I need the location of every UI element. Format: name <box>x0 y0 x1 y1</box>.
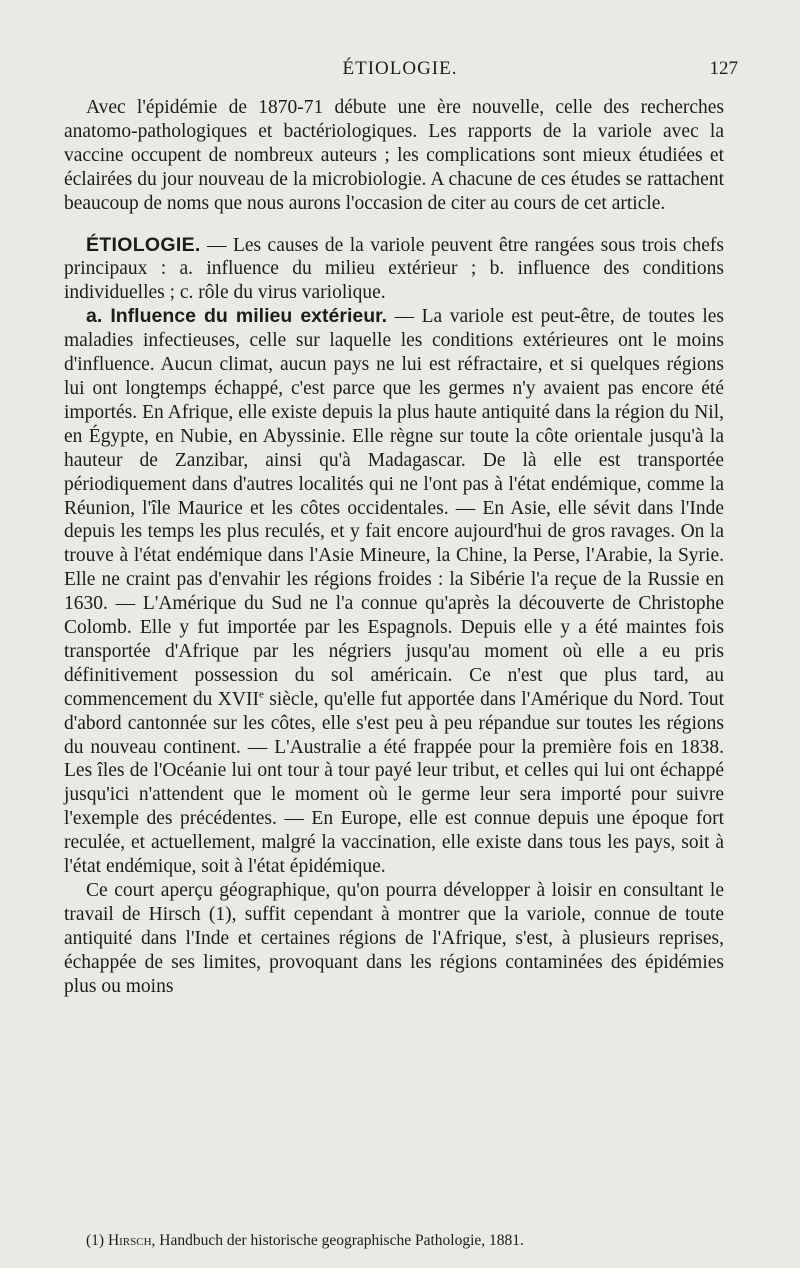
section-heading: ÉTIOLOGIE. <box>86 233 201 256</box>
body-text <box>64 96 724 999</box>
footnote-text: , Handbuch der historische geographische Pathologie, 1881. <box>151 1232 524 1249</box>
footnote-marker: (1) <box>86 1232 105 1249</box>
century-numeral: XVII <box>217 688 259 710</box>
footnote <box>64 1231 724 1251</box>
paragraph-text: — La variole est peut-être, de toutes les maladies infectieuses, celle sur laquelle les conditions extérieures ont le moins d'influence. Aucun climat, aucun pays ne lui est réfractaire, et si quelques régions lui ont longtemps échappé, c'est parce que les germes n'y avaient pas encore été importés. En Afrique, elle existe depuis la plus haute antiquité dans la région du Nil, en Égypte, en Nubie, en Abyssinie. Elle règne sur toute la côte orientale jusqu'à la hauteur de Zanzibar, ainsi qu'à Madagascar. De là elle est transportée périodiquement dans d'autres localités qui ne l'ont pas à l'état endémique, comme la Réunion, l'île Maurice et les côtes occidentales. — En Asie, elle sévit dans l'Inde depuis les temps les plus reculés, et y fait encore aujourd'hui de gros ravages. On la trouve à l'état endémique dans l'Asie Mineure, la Chine, la Perse, l'Arabie, la Syrie. Elle ne craint pas d'envahir les régions froides : la Sibérie l'a reçue de la Russie en 1630. — L'Amérique du Sud ne l'a connue qu'après la découverte de Christophe Colomb. Elle y fut importée par les Espagnols. Depuis elle y a été maintes fois transportée d'Afrique par les négriers jusqu'au moment où elle a eu pris définitivement possession du sol américain. Ce n'est que plus tard, au commencement du <box>64 306 724 710</box>
page-number: 127 <box>709 58 738 79</box>
paragraph-etiologie <box>64 234 724 306</box>
paragraph-milieu-exterieur <box>64 305 724 879</box>
running-title: ÉTIOLOGIE. <box>342 58 458 79</box>
footnote-author: Hirsch <box>107 1232 152 1249</box>
paragraph-text: — Les causes de la variole peuvent être rangées sous trois chefs principaux : a. influence du milieu extérieur ; b. influence des conditions individuelles ; c. rôle du virus variolique. <box>64 234 724 304</box>
paragraph-text-continued: siècle, qu'elle fut apportée dans l'Amérique du Nord. Tout d'abord cantonnée sur les côtes, elle s'est peu à peu répandue sur toutes les régions du nouveau continent. — L'Australie a été frappée pour la première fois en 1838. Les îles de l'Océanie lui ont tour à tour payé leur tribut, et celles qui lui ont échappé jusqu'ici n'attendent que le moment où le germe leur sera importé pour suivre l'exemple des précédentes. — En Europe, elle est connue depuis une époque fort reculée, et actuellement, malgré la vaccination, elle existe dans tous les pays, soit à l'état endémique, soit à l'état épidémique. <box>64 688 724 878</box>
century-superscript: e <box>258 688 264 701</box>
paragraph-intro: Avec l'épidémie de 1870-71 débute une ère nouvelle, celle des recherches anatomo-pathologiques et bactériologiques. Les rapports de la variole avec la vaccine occupent de nombreux auteurs ; les complications sont mieux étudiées et éclairées du jour nouveau de la microbiologie. A chacune de ces études se rattachent beaucoup de noms que nous aurons l'occasion de citer au cours de cet article. <box>64 97 724 214</box>
running-head <box>0 58 800 88</box>
subsection-heading: a. Influence du milieu extérieur. <box>86 305 388 328</box>
paragraph-apercu: Ce court aperçu géographique, qu'on pourra développer à loisir en consultant le travail de Hirsch (1), suffit cependant à montrer que la variole, connue de toute antiquité dans l'Inde et certaines régions de l'Afrique, s'est, à plusieurs reprises, échappée de ses limites, provoquant dans les régions contaminées des épidémies plus ou moins <box>64 880 724 997</box>
